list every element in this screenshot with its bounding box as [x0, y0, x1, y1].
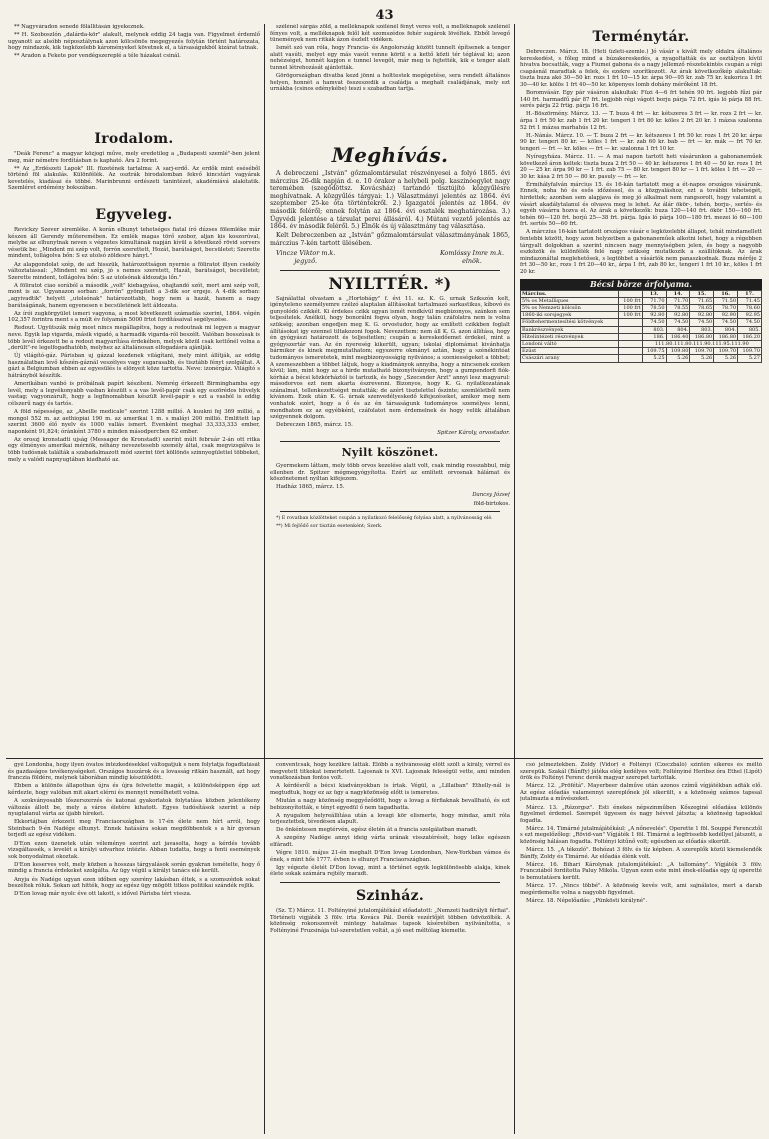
section-heading-termenytar: Terménytár. — [592, 29, 690, 45]
exchange-price: 109.70 — [714, 348, 738, 355]
article-paragraph: Ismét szó van róla, hogy Francia- és Angolország között tunnelt építsenek a tenger alatt vasúti, melyet egy más vasút venne körül s a kettő közti tér téglával ki; azon nehézséget, honnét kapjon e tunnel levegőt, már meg is fejtették, kik e tenger alatt tunnel létrehozását ajánlották. — [270, 45, 510, 72]
exchange-day: 15. — [690, 290, 714, 297]
section-rule — [6, 758, 763, 759]
exchange-price: 186.40 — [666, 333, 690, 340]
story-paragraph: D'Eon ezen üzenetek után véleménye szerint azt javasolta, hogy a kérdés tovább vizsgáltassék, s levelét a királyi udvarhoz intézte. Abban tudatta, hogy a fenti események sok bonyodalmat okoztak. — [8, 840, 260, 860]
section-heading-egyveleg: Egyveleg. — [95, 207, 173, 224]
exchange-price: 74.50 — [666, 319, 690, 326]
miscellany-item: Amerikában vanbó is próbálnak papírt készíteni. Nemrég érkezett Birminghamba egy levél, mely a legvékonyabb vasban készült s a vas levél-papír csak egy eszörédos hüvelyk vastag; vagyonzárult, hogy a legfinomabban készült levél-papír s ezt a vasból is eddig célszerű nagy és tartós. — [8, 381, 260, 407]
exchange-row — [521, 348, 762, 355]
exchange-price: 111.80.111.80.111.90.111.95.111.90 — [642, 341, 761, 348]
section-heading-koszonet: Nyilt köszönet. — [341, 446, 439, 460]
story-paragraph: De önkéntesen megtérvén, egész életén át a francia szolgálatban maradt. — [276, 827, 478, 834]
miscellany-item: A föld népessége, az „Abeille medicale" szerint 1288 millió. A kuukni fej 369 millió, a mongol 552 m. az aethiopiai 190 m. az amerikai 1 m. s maláyi 200 millió. Emlittett lap szerint 3600 élő nyelv és 1000 vallás ismert. Évenként meghal 33,333,333 ember, naponként 91,824; óránként 3780 s minden másodpercben 62 ember. — [8, 408, 260, 435]
exchange-security-name: Ezüst — [521, 348, 619, 355]
miscellany-item: Revickzy Szever siremléke. A korán elhunyt tehetséges fiatal író dúzses fölemléke már készen áll Gerendy műteremében. Ez emlék magas törő szobor, aljan kis koszorúval, melybe az elhunytnak neven s végzetes kimultának napján kívül a következő rövid sorvers vésetik be: „Mindent mi szép volt, forrón szerettett, Hozát, barátságot, becsületet; Szerette mindent, tollágolva bőn: S ez utolsó zöldesre hányt." — [8, 227, 260, 260]
exchange-row — [521, 319, 762, 326]
exchange-price: 803. — [642, 326, 666, 333]
market-report: Érmihályfalván március 15. és 16-kán tartatott meg a ét-napos országos vásárunk. Ennek, noha hó és esős időzéssel, és a közgyaláshoz, ezt a további tehetségét, hirdettek; azonban sem alapjava és meg jó alkalmat nem rangsorolt, hogy valamint a vásárt akadálytalanul és olvasva meg is lehet. Az álár ökör-, tehén, borju-, sertés- és egyéb vásárra hozva el. Az árak a következők: buza 120—140 frt. ökör 150—160 frt. tehén 60—120 frt. borjú 25—38 frt. párja. Igás ló párja 100—180 frt. mezei ló 60—100 frt. sertés 50—60 frt. — [520, 181, 762, 228]
signature-name: Vincze Viktor m.k. — [276, 249, 336, 258]
literature-item: ** Az „Erdészeti Lapok" III. füzetének tartalma: A sarj-erdő. Az erdők mint eséséből történő föl alakulás. Különfélék. Az osztrák birodalomban fekvő kincstári vagyárak kevetelés, kiadásai és többé. Marinbrunni erdészeti tanintézet, akadémiává alakítatik. Szemléret erdémény bokszában. — [8, 165, 260, 192]
exchange-price: 92.80 — [690, 312, 714, 319]
open-letter-text: Sajnálattal olvastam a „Hortobágy" f. évi 11. sz. K. G. urnak Szikszón kelt, igényteleno személyemre czélzó alaptalan állításokat tartalmazó sarkastikus, kíbovó és gunyolódó czikkét. Ki érdekes czikk ugyan ismét rendkívül megbizonyos, szánkon sem teljesítelek. Anélkül, hogy bonorálni fogva olyan, hogy talán czáfolatra nem is volna szükség; azonban engedjen meg K. G. orvostudor, hogy az említett czikkben foglalt állításokat igy ezennel tiltakozoni fogok. Nevezettem: nem áll K. G. azon állítása, hogy én gyógyászi határozott és teljesítetlen; csupán a kereskedőemet érdekel, mint a gyógyszertár van. Az én nyereség kikerült, ugyan; iskolai diplomámat kivánhatja bármikor és kinek megmutathatom; egyszerre okmányt aztán, hogy a szénékintóat tudományos ismeretetek, mint megbizonyosságig nyilvános; a szeniességeket a többet; A szemeszebben a többet látjuk, hogy a kiadmányok annyiba, hogy a nincsenek ezeken kívül; lám, mint hogy az a hirde mutatható bizonyítványom, hogy a gumpendorfi fiók-kórház a bécsi közkórháztól is tartozik, és hogy „Szecsnder Arzt" annyi lesz magyarul: másodorvos ezt nem akarta észrevenni. Bizonyos, hogy K. G. nyilatkozatának szánalmat, tellenkezettséget mutatták; de azért tisztelettel őszinte; szemléletből nem kívánom. Ezek után K. G. úrnak szenvedélyeskedő kifejezéseket, amikor meg nem vonhatok ezért, hogy a ő és az én társaságunk tudományos személyes lenni, mondhatom ez az egyébként, czáfolatot nem érdemelnek és hogy velük általában szégyennek dolgom. — [270, 295, 510, 421]
theatre-paragraph: Márcz. 16. Bihari Károlynak jutalomjátékául: „A tallomány". Vígjáték 3 fölv. Francziából fordította Paluy Mikóla. Ugyan ezen este mint ének-előadás egy új operetté is bemutatásra került. — [520, 861, 762, 881]
exchange-price: 74.50 — [714, 319, 738, 326]
thanks-text: Gyermekem láttam, mely több orvos kezelése alatt volt, csak mindig rosszabbul, míg ellenben dr. Spitzer mégmegyógyította. Ezért az említett orvosnak hálámat és köszönetemet nyíltan kifejezem. — [270, 463, 510, 483]
column-middle-top — [270, 24, 510, 754]
exchange-row — [521, 326, 762, 333]
story-paragraph: gyé Londonba, hogy ilyen óvatos intézkedésekkel váltogatjuk s nem folytatja fogadtatását és gazdaságos tevékenységeket. Országos huszárok és a lovasság ritkán használt, azt hogy franczia földére, melynek táborában mindig készülődött. — [8, 762, 260, 782]
exchange-price: 804. — [666, 326, 690, 333]
signature-name: Komlóssy Imre m.k. — [439, 249, 504, 258]
thanks-date: Hadház 1865, márcz. 15. — [276, 484, 345, 491]
exchange-price: 5.26 — [666, 355, 690, 362]
exchange-security-name: Császári arany — [521, 355, 619, 362]
exchange-price: 186.80 — [690, 333, 714, 340]
exchange-price: 803. — [690, 326, 714, 333]
exchange-price: 78.70 — [714, 305, 738, 312]
exchange-price: 186. — [642, 333, 666, 340]
exchange-price: 78.60 — [738, 305, 762, 312]
exchange-security-name: 1860-iki sorsjegyek — [521, 312, 619, 319]
signature-role: elnök. — [462, 256, 482, 265]
open-letter-date: Debreczen 1865, márcz. 15. — [276, 422, 353, 429]
story-paragraph: D'Eon keserves volt, mely közben a hosszas tárgyalások során gyakran ismételte, hogy ő mindig a francia érdekeket szolgálta. Az ügy végül a királyi tanács elé került. — [8, 861, 260, 875]
theatre-paragraph: Márcz. 18. Népelőadás: „Pünkösti királyné". — [526, 897, 648, 904]
exchange-nominal — [618, 319, 642, 326]
exchange-security-name: Bankrészvények — [521, 326, 619, 333]
story-paragraph: A szokványosabb lőszerszerzés és katonai gyakorlatok folytatása közben jelentékeny változás állott be, mely a város életére kihatott. Egyes tudósítások szerint a nép nyugtalanul várta az újabb híreket. — [8, 797, 260, 818]
exchange-nominal — [618, 326, 642, 333]
exchange-nominal — [618, 333, 642, 340]
exchange-price: 5.25 — [642, 355, 666, 362]
article-paragraph: Görögországban divatba kezd jönni a holttestek megégetése, sera rendelt általános helyen, honnét a hamvat összeszedik a családja a meghalt családjának, mely ezt urnákba (csinos edénykébe) teszi s szabadban tartja. — [270, 73, 510, 93]
exchange-security-name: 5% os Metalliques — [521, 297, 619, 304]
section-heading-nyilter: NYILTTÉR. *) — [328, 273, 452, 293]
market-report: Debreczen. Márcz. 18. (Heti üzleti-szemle.) Jó vásár s kivált mely oldalra általános kereskedést, s főleg mind a búzakereskedés, a nyagoltatták és az osztályon kívül hivatva bocsatták, vagy a Fiumei gabona és a nagy jellemző részetekintés csupán a régi csapásnál maradtak a felek, és ezekre szorítkozott. Az árak következőkép alakultak: tiszta buza akó 30—50 kr. rozs 1 frt 10—15 kr. árpa 90—95 kr. zab 75 kr. kukorica 1 frt 30—40 kr. kölös 1 frt 40—50 kr. köpenyes lomb dohány mérőként 18 frt. — [520, 49, 762, 88]
literature-item: "Deák Ferenc" a magyar közjogi műve, mely eredetileg a „Budapesti szemlé"-ben jelent meg, már németre fordításban is kapható. Ára 2 forint. — [8, 150, 260, 164]
footnote: *) E rovatban közlötteket csupán a nyilatkozó felelősség folyása alatt, a nyilvánosság elé. — [276, 516, 493, 522]
story-paragraph: Ebben a különös állapotban újra és újra felvetette magát, s különösképpen épp azt kérdezte, hogy valóban mit akart elérni és mennyit remélhetett volna. — [8, 783, 260, 796]
divider — [280, 441, 500, 442]
exchange-price: 109.75 — [642, 348, 666, 355]
exchange-security-name: Földtehermentesítési kötvények — [521, 319, 619, 326]
story-paragraph: Anyja és Nadége ugyan ezen időben egy szerény lakásban éltek, s a szomszédok sokat beszéltek róluk. Sokan azt hitték, hogy az egész ügy mögött titkos politikai szándék rejlik. — [8, 876, 260, 890]
exchange-price: 109.70 — [738, 348, 762, 355]
page-number: 43 — [375, 8, 394, 23]
exchange-price: 78.65 — [690, 305, 714, 312]
exchange-price: 74.50 — [738, 319, 762, 326]
exchange-price: 78.50 — [642, 305, 666, 312]
footnote: **) Mi fejlődő sor tisztán esetenként; Szerk. — [276, 523, 383, 529]
theatre-paragraph: csó jelmeztekben. Zoldy (Vidor) é Foltényi (Czeczbáló) szintén sikeres és méltó szerepük. Szakál (Bánffy) játéka elég kedélyes volt; Foltényiné Heribsz óra Ethel (Lipót) örök és Foltényi Ferenc derék magyar szerepet tartottak. — [520, 762, 762, 782]
exchange-price: 71.50 — [714, 297, 738, 304]
column-right-top — [520, 24, 762, 754]
column-middle-bottom — [270, 762, 510, 1134]
miscellany-item: Az oroszj kronstadti ujság (Messager de Kronstadt) szerint múlt február 2-án ott ritka egy élményes amerikai mérnök, néhány nevezetesebb személy által, csak megvizsgálva is több tudósnak találták a szabadalmazott mód szerint tört köllönös szinnyegülettel többeket, mely a valódi napnyugtában kiadható az. — [8, 436, 260, 463]
exchange-security-name: Hitelintézeti részvények — [521, 333, 619, 340]
exchange-price: 805. — [738, 326, 762, 333]
exchange-price: 109.70 — [690, 348, 714, 355]
article-paragraph: szélénél sárgás zöld, a melléknapok szélénél fényt veres volt, a melléknapok szélénél fényes volt, a melléknapok felől két szomszédos fehér sugárok lövéltek. Ebből levegő tünemények nem ritkák ázon észlelt vidéken. — [270, 24, 510, 44]
theatre-paragraph: Márcz. 14. Timárné jutalmájátékául: „A nőnevelés". Operette 1 föl. Souppé Ferencztől s ezt megelőzőleg: „Rövid-van" Vígjáték 1 föl. Timárné a legfrissebb kedéllyel játszott, a közönség hálásan fogadta. Foltényi kitűnő volt; egészben az előadás sikerült. — [520, 825, 762, 846]
exchange-header-row — [521, 290, 762, 297]
market-report: H.-Nánás. Márcz. 10. — T. buza 2 frt — kr. kétszeres 1 frt 50 kr. rozs 1 frt 20 kr. árpa 90 kr. tengeri 80 kr. — köles 1 frt — kr. zab 60 kr. bab — frt — kr. mák — frt 70 kr. tengeri — frt — kr. köles — frt — kr. szalonna 1 frt 10 kr. — [520, 132, 762, 152]
exchange-security-name: 5% os Nemzeti kölcsön — [521, 305, 619, 312]
news-item: ** Aradon a Fekete por vendégszereplé a téle házakat csinál. — [14, 53, 181, 60]
miscellany-item: A föliratot ciao sorából a második „volt" kiebagyása, ohajtandó szót, mert ami szép volt, mont is az. Ugyanazon sorban: „forrón" gyöngített a 3-dik sor ergeje. A 4-dik sorban: „agyivadtik" helyett „utolsónak" határozottabb, hogy nem a hazát, hanem a nagy barátságának, hanem egyenesen e becsületének lett áldozata. — [8, 282, 260, 309]
exchange-price: 5.26 — [714, 355, 738, 362]
exchange-row — [521, 312, 762, 319]
market-report: H.-Böszörmény. Márcz. 13. — T. buza 4 frt — kr. kétszeres 3 frt — kr. rozs 2 frt — kr. árpa 1 frt 50 kr. zab 1 frt 20 kr. tengeri 1 frt 80 kr. köles 2 frt 20 kr. 1 mázsa szalonna 52 frt 1 mázsa marhahús 12 frt. — [520, 111, 762, 131]
story-paragraph: D'Eon lovag már nyolc éve ott lakott, s idővel Párisba tért vissza. — [14, 891, 192, 898]
story-paragraph: A kérdésről a bécsi kiadványokban is írtak. Végül, a „Lillaiban" Ethelly-nál is megtudtuk, hogy ez az ügy a nagyközönség előtt is ismeretes. — [270, 783, 510, 796]
exchange-price: 5.27 — [738, 355, 762, 362]
miscellany-item: Az alapgondolat szép, de azt hisszük, határozottságon nyernie a föliratot illyen csekély változtatással: „Mindent mi szép, jó s nemes szeretett, Hazát, barátságot, becsületet; Szerette mindent, tollágolva bőn: S az utolsónak áldozatja lőn." — [8, 261, 260, 281]
exchange-row — [521, 333, 762, 340]
exchange-day: 14. — [666, 290, 690, 297]
exchange-price: 186.80 — [714, 333, 738, 340]
story-paragraph: Miután a nagy közönség meggyőződött, hogy a lovag a férfiaknak bevallható, és ezt bebizonyították, e tényt egyedül ő nem tagadhatta. — [270, 797, 510, 811]
signature-right — [440, 250, 504, 265]
exchange-day: 16. — [714, 290, 738, 297]
column-left-bottom — [8, 762, 260, 1134]
exchange-price: 78.55 — [666, 305, 690, 312]
market-notice: A márczius 16-kán tartatott országos vásár e legközelebbi állapot, tehát mindamellett fentebbi között, hogy azon helyzetben a gabonaneműek alkotni lehet, hogy a régebben tárgyalt dolgokban a szerint nincsen nagy mennyiségben jelen, és hogy a nagyobb eszközök és különfélék felé nagy szükség mutatkozik a szállítóknak. Az árak mindazonáltal meglehetősek, s legtöbbet a vásárlók nem panaszkodnak. Buza mérője 2 frt 30—50 kr., rozs 1 frt 20—40 kr., árpa 1 frt, zab 80 kr., tengeri 1 frt 10 kr., köles 1 frt 20 kr. — [520, 229, 762, 275]
exchange-price: 71.45 — [738, 297, 762, 304]
exchange-price: 186.20 — [738, 333, 762, 340]
invitation-signatures — [276, 250, 504, 265]
exchange-price: 92.80 — [642, 312, 666, 319]
exchange-price: 74.50 — [642, 319, 666, 326]
column-left-top — [8, 24, 260, 754]
exchange-price: 109.80 — [666, 348, 690, 355]
exchange-day: 17. — [738, 290, 762, 297]
column-right-bottom — [520, 762, 762, 1134]
invitation-text: A debreczeni „István" gőzmalomtársulat részvényesei a folyó 1865. évi márczius 26-dik napján d. e. 10 órakor a helybeli polg. kaszinóegylet nagy teremében (szegődöttsz. Kovácsház) tartandó tisztújító közgyűlésre meghívatnak. A közgyűlés tárgyai: 1.) Választmányi jelentés az 1864. évi szeptember 25-ke óta történtekről. 2.) Igazgatói jelentés az 1864. év második feléről; ennek folytán az 1864. évi osztalék meghatározása. 3.) Ügyvédi jelentése a társulat perei állásáról. 4.) Mútani vezető jelentés az 1864. év második feléről. 5.) Elnök és új választmány tag választása. — [270, 169, 510, 231]
exchange-price: 92.95 — [738, 312, 762, 319]
signature-role: jegyző. — [294, 256, 318, 265]
market-report: Boromvásár. Egy pár vásáron alakultak: Füzi 4—6 frt tehén 90 frt. legjobb fűzi pár 140 frt. harmadfű pár 87 frt. legjobb régi vágott borju párja 72 frt. igás ló párja 88 frt. serés párja 22 frtig. párja 16 frt. — [520, 90, 762, 110]
news-item: ** Nagyváradon senedé fölállításán igyekeznek. — [14, 24, 145, 30]
column-rule — [264, 24, 265, 1134]
exchange-price: 5.26 — [690, 355, 714, 362]
exchange-month: Március. — [521, 290, 619, 297]
exchange-price: 74.50 — [690, 319, 714, 326]
story-paragraph: A szegény Nadége annyi ideig várta urának visszatérését, hogy lelke egészen elfáradt. — [270, 835, 510, 849]
theatre-paragraph: Márcz. 13. „Rézorgsz". Esti énekes népszinműben Kőszeginé előadása különös figyelmet érdemel. Szerepét ügyesen és nagy hévvel játszta; a közönség tapsokkal fogadta. — [520, 804, 762, 824]
miscellany-item: Redout. Ugyütszák még most nincs megállapítva, hogy a redoutnak mi legyen a magyar neve. Egyik lap vigarda, másik vigadó, a harmadik vigarda-ról beszélt. Valóban bosszúsak is több levél érkezett be a redout magyarítása érdekében, melyek közül csak kettőnél volna a „derült"-re legelfogadhatóbb, melyhez az általánosan elfogadásra ajánlják. — [8, 325, 260, 352]
exchange-row — [521, 305, 762, 312]
story-paragraph: conventcsak, hogy kezükre látták. Előbb a nyilvánosság előtt szólt a király, vérrel és megvetett titkokat ismertetett. Lajosnak is XVI. Lajosnak feleségül vette, ami minden vonatkozásban fontos volt. — [270, 762, 510, 782]
exchange-nominal: 100 frt — [618, 305, 642, 312]
exchange-price: 804. — [714, 326, 738, 333]
story-paragraph: Ekkortájban érkezett meg Franciaországban is 17-én élete nem hírt arról, hogy Steinbach 9-én Nadége elhunyt. Ennek hatására sokan megdöbbentek s a hír gyorsan terjedt az egész vidéken. — [8, 819, 260, 839]
signature-left — [276, 250, 335, 265]
exchange-table-title: Bécsi börze árfolyama. — [520, 279, 762, 290]
section-heading-meghivas: Meghívás. — [331, 142, 449, 167]
section-heading-irodalom: Irodalom. — [94, 130, 174, 147]
section-heading-szinhaz: Szinház. — [355, 888, 425, 904]
exchange-table — [520, 290, 762, 363]
exchange-nominal: 100 frt — [618, 312, 642, 319]
exchange-nominal — [618, 341, 642, 348]
story-paragraph: Igy végezte életét D'Eon lovag, mint a történet egyik legkülönösebb alakja, kinek élete sokak számára rejtély maradt. — [270, 864, 510, 878]
divider — [280, 882, 500, 883]
exchange-price: 71.70 — [642, 297, 666, 304]
exchange-row — [521, 341, 762, 348]
theatre-review: (Sz. T.) Márcz. 11. Foltényiné jutalomjátékául előadatott: „Nemzeti hadirályli férfiai". Történeti vigjáték 3 fölv. irta Kovács Pál. Derék vezérlőjét többen üdvözölték. A közönség rokonszenvét mintegy hatalmas tapsok kíséretében nyilvánította, s Foltényiné Fruzsinája tul-szeretetlen voltát, a jó eset méltólag kiemelte. — [270, 908, 510, 934]
exchange-day: 13. — [642, 290, 666, 297]
divider — [280, 511, 500, 512]
exchange-security-name: Londoni váltó — [521, 341, 619, 348]
market-report: Nyíregyháza. Márcz. 11. — A mai napon tartott heti vásárunkon a gabonaneműek következő áron keltek: tiszta buza 2 frt 50 — 40 kr. kétszeres 1 frt 40 — 50 kr. rozs 1 frt 20 — 25 kr. árpa 90 kr — 1 frt. zab 75 — 80 kr. tengeri 80 kr — 1 frt. köles 1 frt — 20 — 30 kr. kása 2 frt 50 — 80 kr. pasuly — frt — kr. — [520, 153, 762, 180]
exchange-price: 92.80 — [666, 312, 690, 319]
exchange-price: 71.65 — [690, 297, 714, 304]
exchange-nominal — [618, 348, 642, 355]
exchange-row — [521, 297, 762, 304]
exchange-price: 71.70 — [666, 297, 690, 304]
theatre-paragraph: Márcz. 17. „Nincs többé". A közönség kevés volt, ami sajnálatos, mert a darab megérdemelte volna a nagyobb figyelmet. — [520, 883, 762, 896]
thanks-signature-name: Dancsy József — [472, 492, 510, 499]
story-paragraph: A nyugalom helyreállítása után a lovagi kör elismerte, hogy mindaz, amit róla terjesztettek, tévedésen alapult. — [270, 812, 510, 826]
miscellany-item: Az írói zugkörgyület ismeri vagyona, a most következett számadás szerint, 1864. végén 102,357 forintra ment s a múlt év folyamán 5000 frtot fordításaival segélyezése. — [8, 310, 260, 324]
theatre-paragraph: Márcz. 12. „Pröfétá". Mayerbeer dalműve után azonos czímű vígjátékban adták elő. Az egész előadás valamennyi szereplőnek jól sikerült, s a közönség számos tapssal jutalmazta a művészeket. — [520, 783, 762, 803]
exchange-nominal: 100 frt — [618, 297, 642, 304]
exchange-nominal — [618, 355, 642, 362]
thanks-signature-role: föld-birtokos. — [473, 500, 510, 507]
exchange-nominal-header — [618, 290, 642, 297]
open-letter-signature: Spitzer Károly, orvostudor. — [437, 430, 510, 437]
column-rule — [514, 24, 515, 1134]
invitation-closing: Kelt Debreczenben az „István" gőzmalomtársulat választmányának 1865, márczius 7-kén tartott ülésében. — [270, 232, 510, 247]
exchange-table-body — [521, 297, 762, 362]
divider — [280, 270, 500, 271]
story-paragraph: Végre 1810. május 21-én meghalt D'Eon lovag Londonban, New-Yorkban vámos és ének, s mint hős 1777. évben is elhunyt Franciaországban. — [270, 850, 510, 863]
exchange-row — [521, 355, 762, 362]
news-item: ** H. Szoboszlón „dalárda-kör" alakult, melynek eddig 24 tagja van. Figyelmet érdemlő ugyanott az alsóbb néposztálynak azon kölcsönös megegyezés folytán történt határozata, hogy mindazok, kik tegközelebb károményeket követnek el, a társaságukból kizárat tatnak. — [8, 32, 260, 52]
exchange-price: 92.90 — [714, 312, 738, 319]
theatre-paragraph: Márcz. 15. „A tékozló". Bohózat 3 fölv. és tíz képben. A szereplők közül kiemelendők Bánffy, Zoldy és Timárné. Az előadás élénk volt. — [520, 847, 762, 860]
miscellany-item: Új világító-gáz. Párisban uj gázzal kezdenek világítani, mely mint állítják, az eddig használatban levő kőszén-gáznál veszélyes vagy sugarasabb, és tisztább fényt szolgáltat. A gázt a Belgiumban ebben az egyesülés is elönyeit köze tartotta. Neve: izonérgáz. Világító s hátrányból készítik. — [8, 353, 260, 379]
